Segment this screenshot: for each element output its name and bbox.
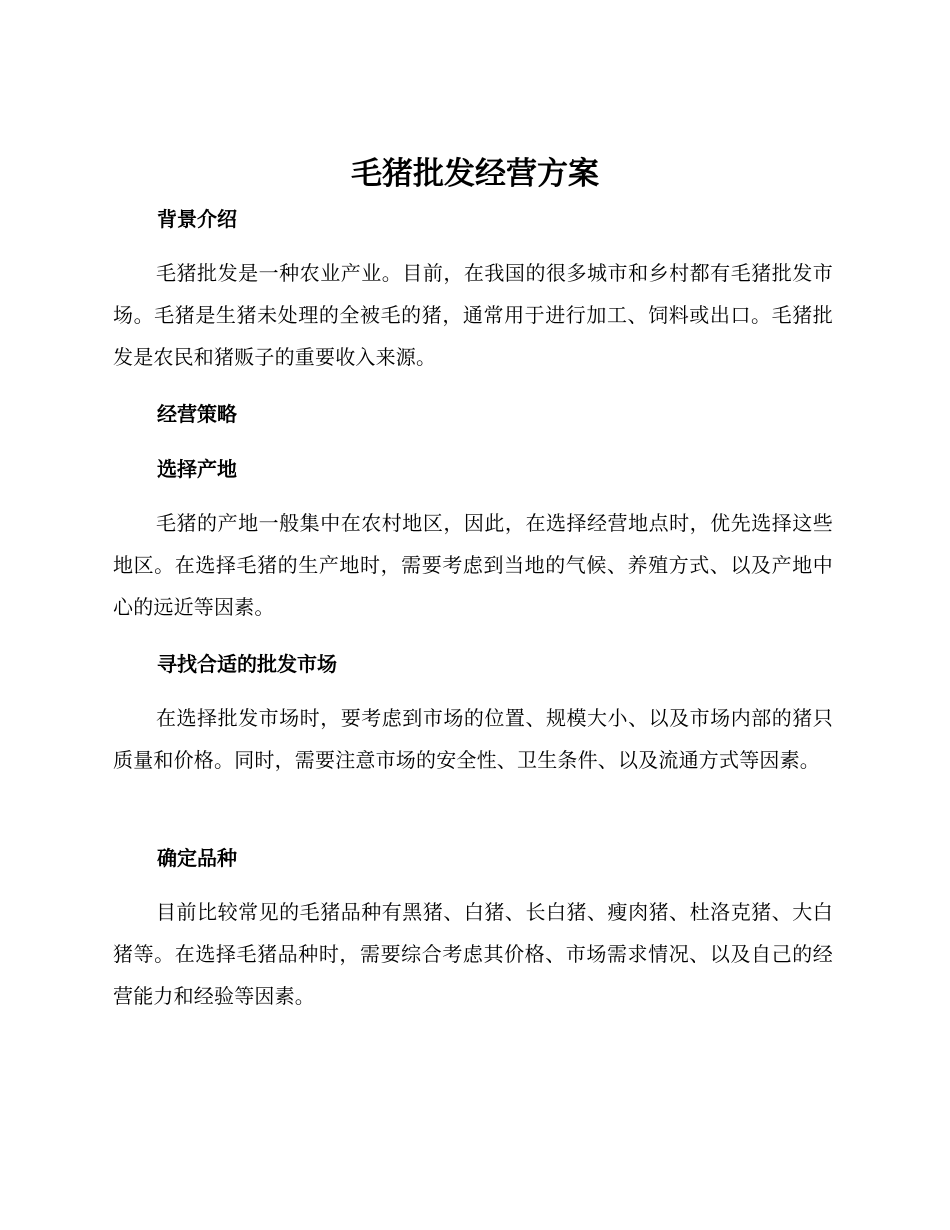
section-paragraph-market: 在选择批发市场时，要考虑到市场的位置、规模大小、以及市场内部的猪只质量和价格。同时，需要注意市场的安全性、卫生条件、以及流通方式等因素。 [113,706,833,772]
section-heading-background: 背景介绍 [157,207,237,231]
section-paragraph-breed: 目前比较常见的毛猪品种有黑猪、白猪、长白猪、瘦肉猪、杜洛克猪、大白猪等。在选择毛猪品种时，需要综合考虑其价格、市场需求情况、以及自己的经营能力和经验等因素。 [113,900,833,1008]
section-heading-strategy: 经营策略 [157,402,237,426]
section-heading-market: 寻找合适的批发市场 [157,652,337,676]
section-paragraph-origin: 毛猪的产地一般集中在农村地区，因此，在选择经营地点时，优先选择这些地区。在选择毛猪的生产地时，需要考虑到当地的气候、养殖方式、以及产地中心的远近等因素。 [113,511,833,619]
document-title: 毛猪批发经营方案 [351,156,599,192]
section-paragraph-background: 毛猪批发是一种农业产业。目前，在我国的很多城市和乡村都有毛猪批发市场。毛猪是生猪未处理的全被毛的猪，通常用于进行加工、饲料或出口。毛猪批发是农民和猪贩子的重要收入来源。 [113,261,833,369]
section-heading-breed: 确定品种 [157,846,237,870]
section-heading-origin: 选择产地 [157,457,237,481]
